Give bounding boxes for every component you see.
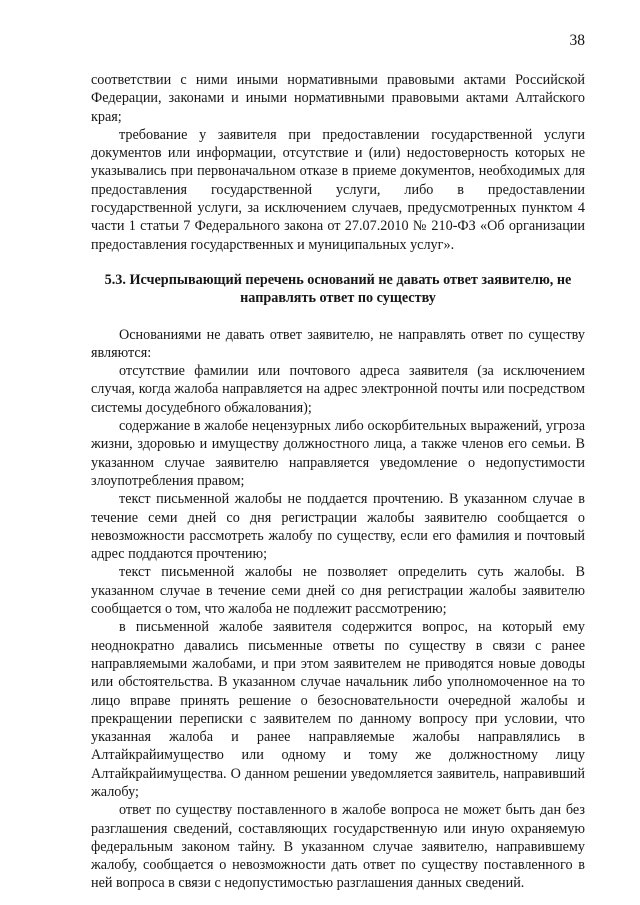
spacer [91,308,585,326]
paragraph: требование у заявителя при предоставлении государственной услуги документов или информации, отсутствие и (или) недостоверность которых не указывались при первоначальном отказе в приеме документов, необходимых для предоставления государственной услуги, либо в предоставлении государственной услуги, за исключением случаев, предусмотренных пунктом 4 части 1 статьи 7 Федерального закона от 27.07.2010 № 210-ФЗ «Об организации предоставления государственных и муниципальных услуг». [91,126,585,253]
list-item: ответ по существу поставленного в жалобе вопроса не может быть дан без разглашения сведений, составляющих государственную или иную охраняемую федеральным законом тайну. В указанном случае заявителю, направившему жалобу, сообщается о невозможности дать ответ по существу поставленного в ней вопроса в связи с недопустимостью разглашения данных сведений. [91,802,585,892]
list-item: отсутствие фамилии или почтового адреса заявителя (за исключением случая, когда жалоба направляется на адрес электронной почты или посредством системы досудебного обжалования); [91,363,585,416]
list-item: текст письменной жалобы не поддается прочтению. В указанном случае в течение семи дней со дня регистрации жалобы заявителю сообщается о невозможности рассмотреть жалобу по существу, если его фамилия и почтовый адрес поддаются прочтению; [91,491,585,563]
list-item: текст письменной жалобы не позволяет определить суть жалобы. В указанном случае в течение семи дней со дня регистрации жалобы заявителю сообщается о том, что жалоба не подлежит рассмотрению; [91,564,585,618]
paragraph: Основаниями не давать ответ заявителю, не направлять ответ по существу являются: [91,326,585,361]
page-number: 38 [569,32,585,49]
section-heading: 5.3. Исчерпывающий перечень оснований не давать ответ заявителю, не направлять ответ по существу [104,271,572,307]
paragraph: соответствии с ними иными нормативными правовыми актами Российской Федерации, законами и иными нормативными правовыми актами Алтайского края; [91,72,585,125]
list-item: в письменной жалобе заявителя содержится вопрос, на который ему неоднократно давались письменные ответы по существу в связи с ранее направляемыми жалобами, и при этом заявителем не приводятся новые доводы или обстоятельства. В указанном случае начальник либо уполномоченное на то лицо вправе принять решение о безосновательности очередной жалобы и прекращении переписки с заявителем по данному вопросу при условии, что указанная жалоба и ранее направляемые жалобы направлялись в Алтайкрайимущество или одному и тому же должностному лицу Алтайкрайимущества. О данном решении уведомляется заявитель, направивший жалобу; [91,619,585,800]
list-item: содержание в жалобе нецензурных либо оскорбительных выражений, угроза жизни, здоровью и имуществу должностного лица, а также членов его семьи. В указанном случае заявителю направляется уведомление о недопустимости злоупотребления правом; [91,418,585,489]
document-body [91,71,585,893]
